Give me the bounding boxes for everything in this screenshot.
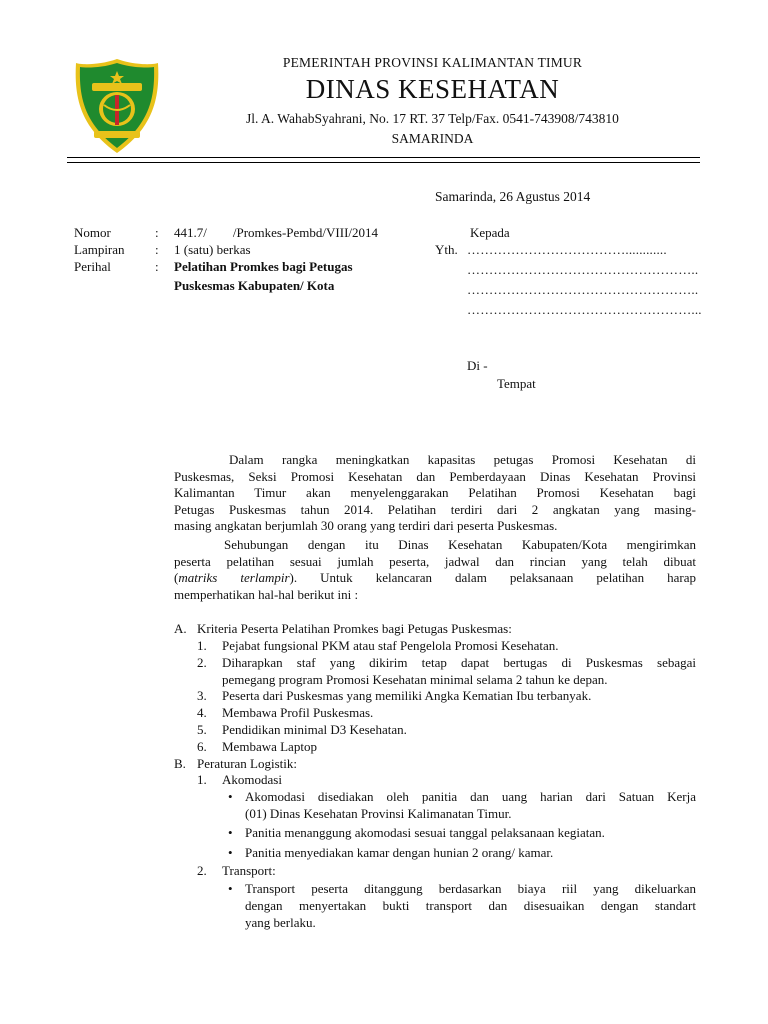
paragraph-2-line-3 <box>174 570 696 587</box>
section-a-item-num: 2. <box>197 655 207 670</box>
section-b-sub-2-title: Transport: <box>222 863 276 878</box>
paragraph-2-line-3-rest: ). Untuk kelancaran dalam pelaksanaan pelatihan harap <box>289 570 696 585</box>
section-b-sub-1-title: Akomodasi <box>222 772 282 787</box>
section-a-item-text: Membawa Laptop <box>222 739 317 754</box>
paragraph-1-line-1: Dalam rangka meningkatkan kapasitas petugas Promosi Kesehatan di <box>229 452 696 467</box>
paragraph-1-line-3: Kalimantan Timur akan menyelenggarakan Pelatihan Promosi Kesehatan bagi <box>174 485 696 500</box>
section-b-sub-2-num: 2. <box>197 863 207 878</box>
section-b-marker: B. <box>174 756 186 771</box>
section-a-item-text: Peserta dari Puskesmas yang memiliki Angka Kematian Ibu terbanyak. <box>222 688 592 703</box>
government-name: PEMERINTAH PROVINSI KALIMANTAN TIMUR <box>282 55 583 70</box>
perihal-line-1: Pelatihan Promkes bagi Petugas <box>174 259 353 274</box>
lampiran-value: 1 (satu) berkas <box>174 242 251 257</box>
bullet-icon: • <box>228 845 233 860</box>
nomor-value: 441.7/ /Promkes-Pembd/VIII/2014 <box>174 225 379 240</box>
section-a-item-text: Diharapkan staf yang dikirim tetap dapat bertugas di Puskesmas sebagai <box>222 655 696 670</box>
bullet-text-cont: dengan menyertakan bukti transport dan disesuaikan dengan standart <box>245 898 696 913</box>
section-a-item-num: 1. <box>197 638 207 653</box>
bullet-icon: • <box>228 789 233 804</box>
bullet-text-cont: yang berlaku. <box>245 915 316 930</box>
recipient-dots-2: …………………………………………….. <box>467 262 699 277</box>
lampiran-label: Lampiran <box>74 242 125 257</box>
perihal-colon: : <box>155 259 159 274</box>
paragraph-1 <box>174 452 696 535</box>
section-a-item-text-cont: pemegang program Promosi Kesehatan minimal selama 2 tahun ke depan. <box>222 672 608 687</box>
bullet-text: Akomodasi disediakan oleh panitia dan uang harian dari Satuan Kerja <box>245 789 696 804</box>
department-name: DINAS KESEHATAN <box>305 74 560 104</box>
section-a-title: Kriteria Peserta Pelatihan Promkes bagi Petugas Puskesmas: <box>197 621 512 636</box>
di-label: Di - <box>467 358 488 373</box>
nomor-colon: : <box>155 225 159 240</box>
section-a-item-text: Pendidikan minimal D3 Kesehatan. <box>222 722 407 737</box>
paragraph-2-line-4: memperhatikan hal-hal berikut ini : <box>174 586 359 602</box>
bullet-text: Transport peserta ditanggung berdasarkan biaya riil yang dikeluarkan <box>245 881 696 896</box>
yth-label: Yth. <box>435 242 458 257</box>
section-a-item-num: 4. <box>197 705 207 720</box>
paragraph-1-line-2: Puskesmas, Seksi Promosi Kesehatan dan Pemberdayaan Dinas Kesehatan Provinsi <box>174 468 696 484</box>
department-city: SAMARINDA <box>391 131 474 146</box>
letterhead-rule-thin <box>67 162 700 163</box>
section-a-item-num: 3. <box>197 688 207 703</box>
kepada-label: Kepada <box>470 225 510 240</box>
department-address: Jl. A. WahabSyahrani, No. 17 RT. 37 Telp/Fax. 0541-743908/743810 <box>246 111 619 126</box>
bullet-text: Panitia menanggung akomodasi sesuai tanggal pelaksanaan kegiatan. <box>245 825 605 840</box>
perihal-line-2: Puskesmas Kabupaten/ Kota <box>174 278 335 293</box>
nomor-label: Nomor <box>74 225 111 240</box>
section-a-item-text: Membawa Profil Puskesmas. <box>222 705 374 720</box>
section-a-marker: A. <box>174 621 187 636</box>
bullet-text: Panitia menyediakan kamar dengan hunian 2 orang/ kamar. <box>245 845 554 860</box>
paragraph-1-line-5: masing angkatan berjumlah 30 orang yang terdiri dari peserta Puskesmas. <box>174 518 558 533</box>
perihal-label: Perihal <box>74 259 111 274</box>
tempat-label: Tempat <box>497 376 536 391</box>
paragraph-2-line-1: Sehubungan dengan itu Dinas Kesehatan Kabupaten/Kota mengirimkan <box>224 537 696 552</box>
paragraph-2-line-2: peserta pelatihan sesuai jumlah peserta, jadwal dan rincian yang telah dibuat <box>174 553 696 569</box>
section-a-item-num: 5. <box>197 722 207 737</box>
recipient-dots-1: ………………………………............ <box>467 242 667 257</box>
bullet-icon: • <box>228 881 233 896</box>
matriks-italic: matriks terlampir <box>178 570 290 585</box>
section-b-sub-1-num: 1. <box>197 772 207 787</box>
letter-date: Samarinda, 26 Agustus 2014 <box>435 189 591 204</box>
paragraph-1-line-4: Petugas Puskesmas tahun 2014. Pelatihan terdiri dari 2 angkatan yang masing- <box>174 501 696 517</box>
bullet-text-cont: (01) Dinas Kesehatan Provinsi Kalimanatan Timur. <box>245 806 512 821</box>
lampiran-colon: : <box>155 242 159 257</box>
recipient-dots-4: ……………………………………………... <box>467 302 702 317</box>
paragraph-2 <box>174 537 696 603</box>
paren-open: ( <box>174 570 179 585</box>
section-b-title: Peraturan Logistik: <box>197 756 298 771</box>
section-a-item-num: 6. <box>197 739 207 754</box>
letterhead-rule-thick <box>67 157 700 158</box>
bullet-icon: • <box>228 825 233 840</box>
recipient-dots-3: …………………………………………….. <box>467 282 699 297</box>
section-a-item-text: Pejabat fungsional PKM atau staf Pengelola Promosi Kesehatan. <box>222 638 559 653</box>
